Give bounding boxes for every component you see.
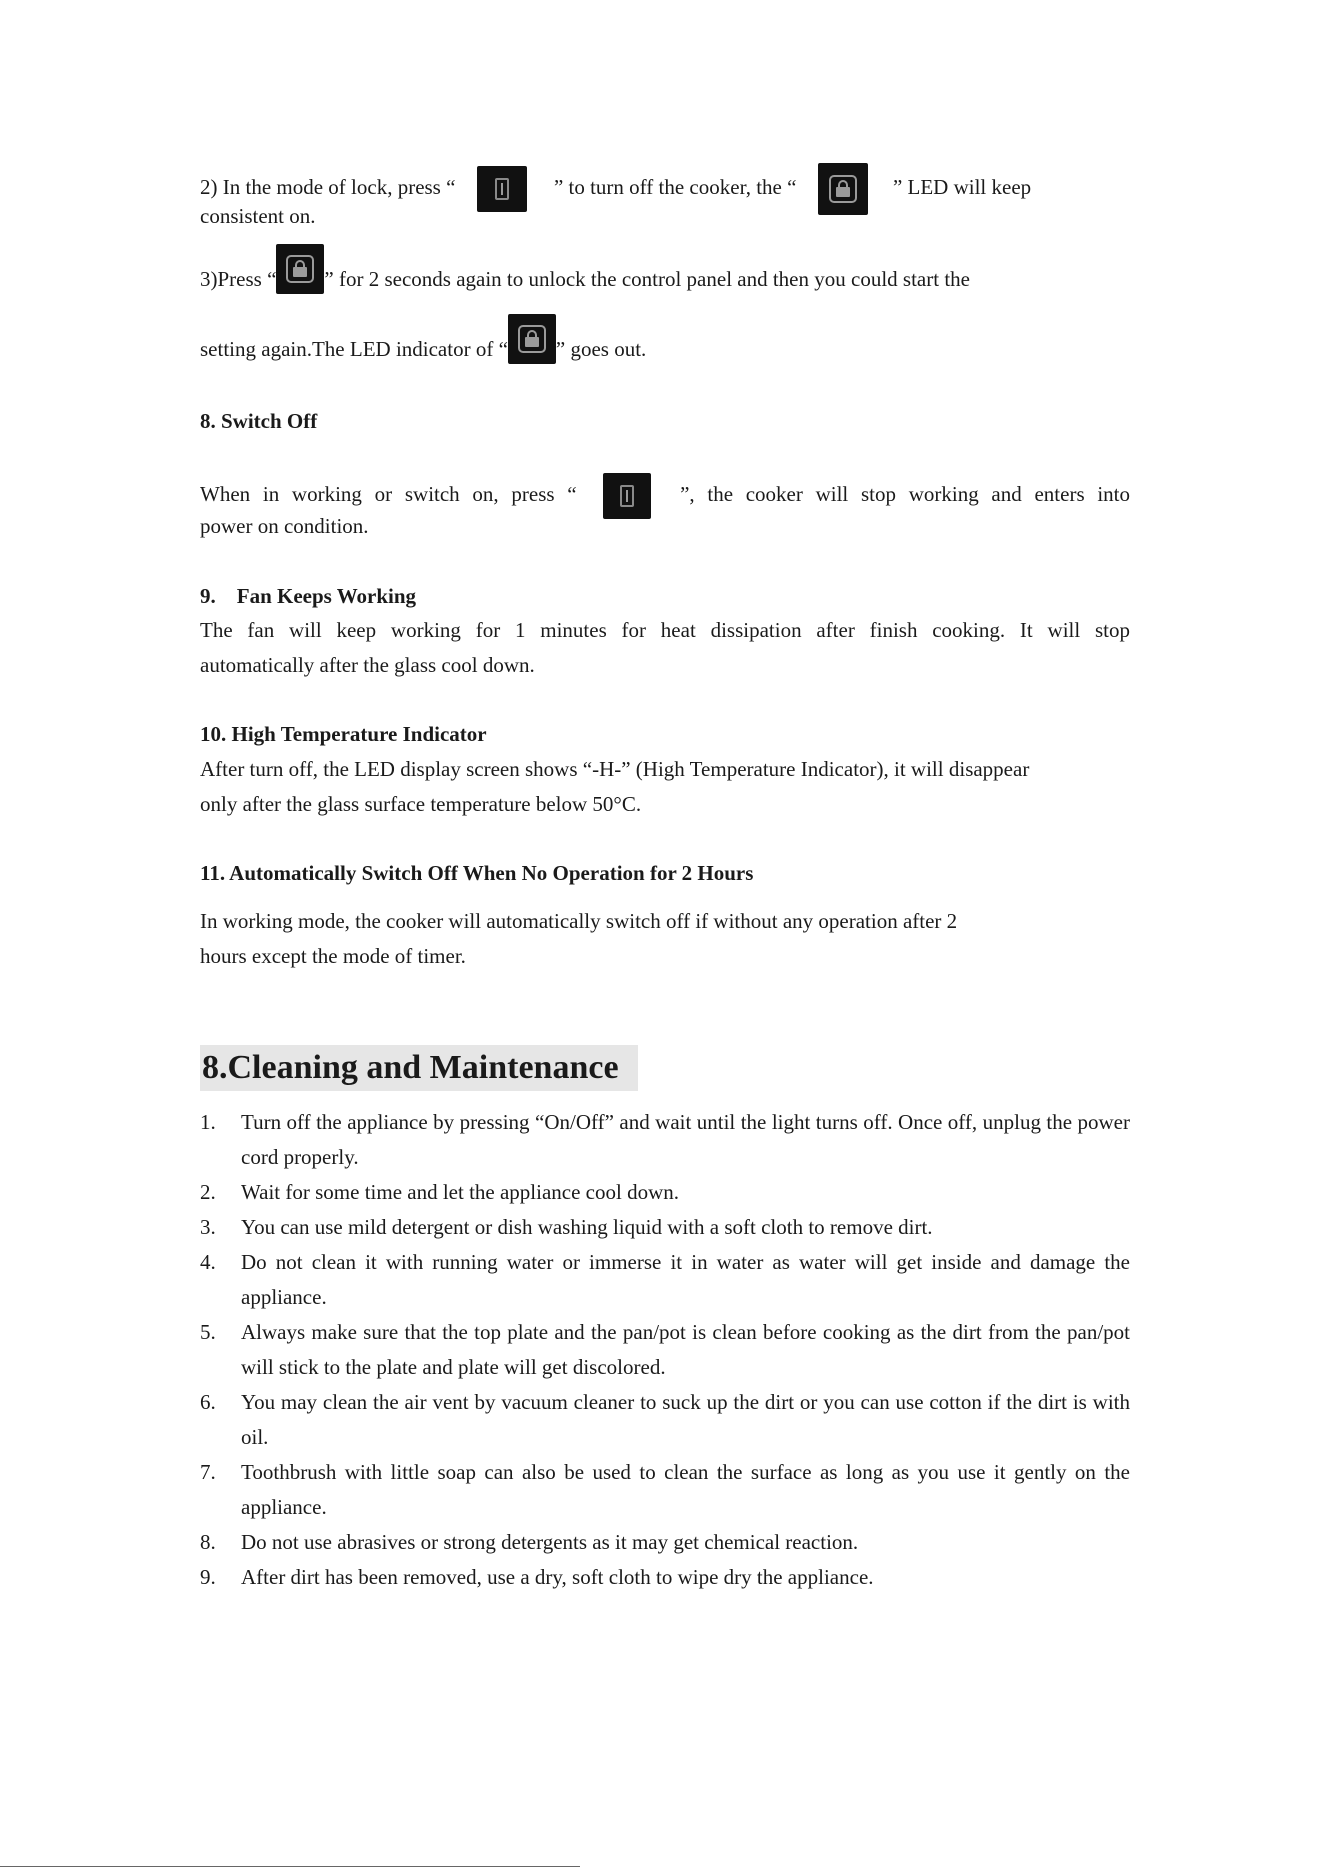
list-item-number: 6. xyxy=(200,1390,216,1414)
list-item xyxy=(200,1455,1130,1525)
lock-p3-text-d: ” goes out. xyxy=(555,337,647,361)
lock-icon xyxy=(818,163,868,215)
fan-heading: 9. Fan Keeps Working xyxy=(200,584,417,608)
list-item-number: 2. xyxy=(200,1180,216,1204)
auto-off-heading: 11. Automatically Switch Off When No Operation for 2 Hours xyxy=(200,861,754,885)
power-button-icon xyxy=(603,473,651,519)
list-item xyxy=(200,1175,1130,1210)
list-item xyxy=(200,1560,1130,1595)
list-item-number: 7. xyxy=(200,1460,216,1484)
list-item-number: 8. xyxy=(200,1530,216,1554)
list-item-number: 5. xyxy=(200,1320,216,1344)
high-temp-line-1: After turn off, the LED display screen shows “-H-” (High Temperature Indicator), it will disappear xyxy=(200,757,1030,781)
power-button-icon xyxy=(477,166,527,212)
switch-off-heading: 8. Switch Off xyxy=(200,409,318,433)
list-item-text: Turn off the appliance by pressing “On/Off” and wait until the light turns off. Once off, unplug the power cord properly. xyxy=(241,1110,1130,1169)
list-item xyxy=(200,1245,1130,1315)
list-item-text: Always make sure that the top plate and the pan/pot is clean before cooking as the dirt from the pan/pot will stick to the plate and plate will get discolored. xyxy=(241,1320,1130,1379)
auto-off-line-1: In working mode, the cooker will automatically switch off if without any operation after 2 xyxy=(200,909,958,933)
lock-p2-text-b: ” to turn off the cooker, the “ xyxy=(553,174,797,199)
list-item-number: 9. xyxy=(200,1565,216,1589)
list-item-number: 4. xyxy=(200,1250,216,1274)
lock-icon xyxy=(276,244,324,294)
high-temp-line-2: only after the glass surface temperature below 50°C. xyxy=(200,792,642,816)
list-item-number: 3. xyxy=(200,1215,216,1239)
list-item-text: You can use mild detergent or dish washing liquid with a soft cloth to remove dirt. xyxy=(241,1215,933,1239)
lock-p3-text-b: ” for 2 seconds again to unlock the control panel and then you could start the xyxy=(324,267,970,291)
list-item-text: You may clean the air vent by vacuum cleaner to suck up the dirt or you can use cotton if the dirt is with oil. xyxy=(241,1390,1130,1449)
switch-off-line-2: power on condition. xyxy=(200,514,369,538)
list-item-text: Wait for some time and let the appliance cool down. xyxy=(241,1180,680,1204)
lock-paragraph-2 xyxy=(200,163,1031,215)
lock-paragraph-3-cont xyxy=(200,336,646,364)
list-item xyxy=(200,1525,1130,1560)
list-item xyxy=(200,1385,1130,1455)
switch-off-text-a: When in working or switch on, press “ xyxy=(200,481,577,506)
list-item-text: Toothbrush with little soap can also be used to clean the surface as long as you use it gently on the appliance. xyxy=(241,1460,1130,1519)
auto-off-line-2: hours except the mode of timer. xyxy=(200,944,466,968)
lock-p3-text-c: setting again.The LED indicator of “ xyxy=(200,337,508,361)
lock-p2-text-a: 2) In the mode of lock, press “ xyxy=(200,174,456,199)
lock-p3-text-a: 3)Press “ xyxy=(200,267,277,291)
lock-p2-text-d: consistent on. xyxy=(200,204,316,228)
lock-icon xyxy=(508,314,556,364)
fan-line-2: automatically after the glass cool down. xyxy=(200,653,535,677)
list-item-text: Do not clean it with running water or immerse it in water as water will get inside and damage the appliance. xyxy=(241,1250,1130,1309)
high-temp-heading: 10. High Temperature Indicator xyxy=(200,722,487,746)
footer-rule xyxy=(0,1866,580,1867)
list-item xyxy=(200,1315,1130,1385)
cleaning-list xyxy=(200,1105,1130,1595)
list-item xyxy=(200,1210,1130,1245)
lock-paragraph-3 xyxy=(200,266,970,294)
list-item-number: 1. xyxy=(200,1110,216,1134)
switch-off-text-b: ”, the cooker will stop working and enters into xyxy=(680,481,1131,506)
list-item-text: Do not use abrasives or strong detergents as it may get chemical reaction. xyxy=(241,1530,859,1554)
fan-line-1: The fan will keep working for 1 minutes for heat dissipation after finish cooking. It will stop xyxy=(200,618,1130,642)
list-item-text: After dirt has been removed, use a dry, soft cloth to wipe dry the appliance. xyxy=(241,1565,874,1589)
list-item xyxy=(200,1105,1130,1175)
cleaning-section-title: 8.Cleaning and Maintenance xyxy=(200,1045,638,1091)
lock-p2-text-c: ” LED will keep xyxy=(892,174,1032,199)
